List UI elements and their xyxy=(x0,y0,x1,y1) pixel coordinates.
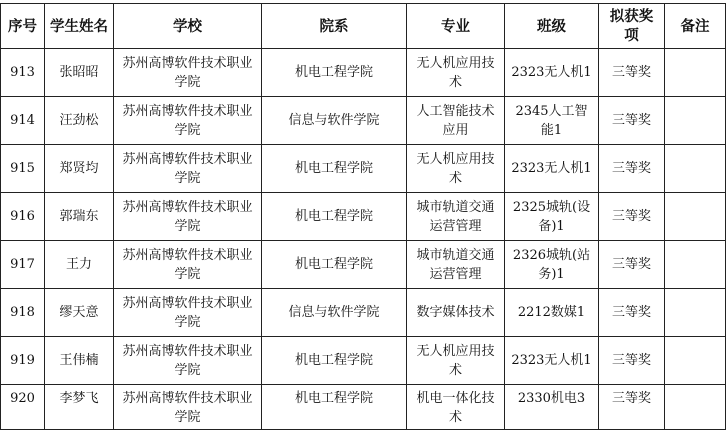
cell-name: 汪劲松 xyxy=(45,97,114,145)
cell-note xyxy=(665,241,726,289)
header-class: 班级 xyxy=(505,4,599,49)
cell-major: 城市轨道交通运营管理 xyxy=(407,241,505,289)
cell-award: 三等奖 xyxy=(599,193,665,241)
cell-class: 2323无人机1 xyxy=(505,145,599,193)
cell-name: 李梦飞 xyxy=(45,385,114,430)
cell-major: 人工智能技术应用 xyxy=(407,97,505,145)
cell-school: 苏州高博软件技术职业学院 xyxy=(114,97,262,145)
cell-school: 苏州高博软件技术职业学院 xyxy=(114,145,262,193)
cell-seq: 919 xyxy=(1,337,45,385)
cell-seq: 913 xyxy=(1,49,45,97)
cell-school: 苏州高博软件技术职业学院 xyxy=(114,385,262,430)
cell-note xyxy=(665,289,726,337)
header-note: 备注 xyxy=(665,4,726,49)
cell-school: 苏州高博软件技术职业学院 xyxy=(114,241,262,289)
cell-award: 三等奖 xyxy=(599,385,665,430)
cell-class: 2325城轨(设备)1 xyxy=(505,193,599,241)
header-award: 拟获奖项 xyxy=(599,4,665,49)
cell-note xyxy=(665,49,726,97)
cell-note xyxy=(665,97,726,145)
cell-seq: 918 xyxy=(1,289,45,337)
table-header-row xyxy=(1,4,726,49)
cell-award: 三等奖 xyxy=(599,97,665,145)
cell-school: 苏州高博软件技术职业学院 xyxy=(114,337,262,385)
cell-school: 苏州高博软件技术职业学院 xyxy=(114,49,262,97)
table-row xyxy=(1,193,726,241)
cell-major: 无人机应用技术 xyxy=(407,145,505,193)
cell-department: 机电工程学院 xyxy=(262,337,407,385)
cell-seq: 916 xyxy=(1,193,45,241)
cell-award: 三等奖 xyxy=(599,145,665,193)
cell-seq: 917 xyxy=(1,241,45,289)
table-row xyxy=(1,97,726,145)
table-row xyxy=(1,289,726,337)
awards-table xyxy=(0,3,726,430)
cell-seq: 915 xyxy=(1,145,45,193)
cell-major: 城市轨道交通运营管理 xyxy=(407,193,505,241)
cell-award: 三等奖 xyxy=(599,337,665,385)
cell-seq: 914 xyxy=(1,97,45,145)
cell-department: 机电工程学院 xyxy=(262,385,407,430)
cell-seq: 920 xyxy=(1,385,45,430)
header-student-name: 学生姓名 xyxy=(45,4,114,49)
cell-major: 无人机应用技术 xyxy=(407,49,505,97)
cell-department: 信息与软件学院 xyxy=(262,289,407,337)
header-school: 学校 xyxy=(114,4,262,49)
cell-note xyxy=(665,385,726,430)
cell-major: 机电一体化技术 xyxy=(407,385,505,430)
cell-award: 三等奖 xyxy=(599,289,665,337)
cell-class: 2345人工智能1 xyxy=(505,97,599,145)
header-department: 院系 xyxy=(262,4,407,49)
cell-department: 信息与软件学院 xyxy=(262,97,407,145)
table-row xyxy=(1,337,726,385)
cell-class: 2212数媒1 xyxy=(505,289,599,337)
cell-note xyxy=(665,337,726,385)
cell-class: 2323无人机1 xyxy=(505,337,599,385)
cell-award: 三等奖 xyxy=(599,241,665,289)
cell-class: 2326城轨(站务)1 xyxy=(505,241,599,289)
cell-note xyxy=(665,193,726,241)
cell-school: 苏州高博软件技术职业学院 xyxy=(114,193,262,241)
cell-name: 郑贤均 xyxy=(45,145,114,193)
cell-name: 张昭昭 xyxy=(45,49,114,97)
cell-department: 机电工程学院 xyxy=(262,241,407,289)
header-seq: 序号 xyxy=(1,4,45,49)
header-major: 专业 xyxy=(407,4,505,49)
cell-name: 缪天意 xyxy=(45,289,114,337)
table-row xyxy=(1,49,726,97)
cell-major: 无人机应用技术 xyxy=(407,337,505,385)
cell-award: 三等奖 xyxy=(599,49,665,97)
cell-class: 2323无人机1 xyxy=(505,49,599,97)
cell-department: 机电工程学院 xyxy=(262,145,407,193)
cell-note xyxy=(665,145,726,193)
cell-name: 王伟楠 xyxy=(45,337,114,385)
cell-class: 2330机电3 xyxy=(505,385,599,430)
cell-department: 机电工程学院 xyxy=(262,193,407,241)
table-row xyxy=(1,241,726,289)
cell-school: 苏州高博软件技术职业学院 xyxy=(114,289,262,337)
cell-department: 机电工程学院 xyxy=(262,49,407,97)
table-row xyxy=(1,385,726,430)
cell-name: 王力 xyxy=(45,241,114,289)
cell-major: 数字媒体技术 xyxy=(407,289,505,337)
table-row xyxy=(1,145,726,193)
cell-name: 郭瑞东 xyxy=(45,193,114,241)
